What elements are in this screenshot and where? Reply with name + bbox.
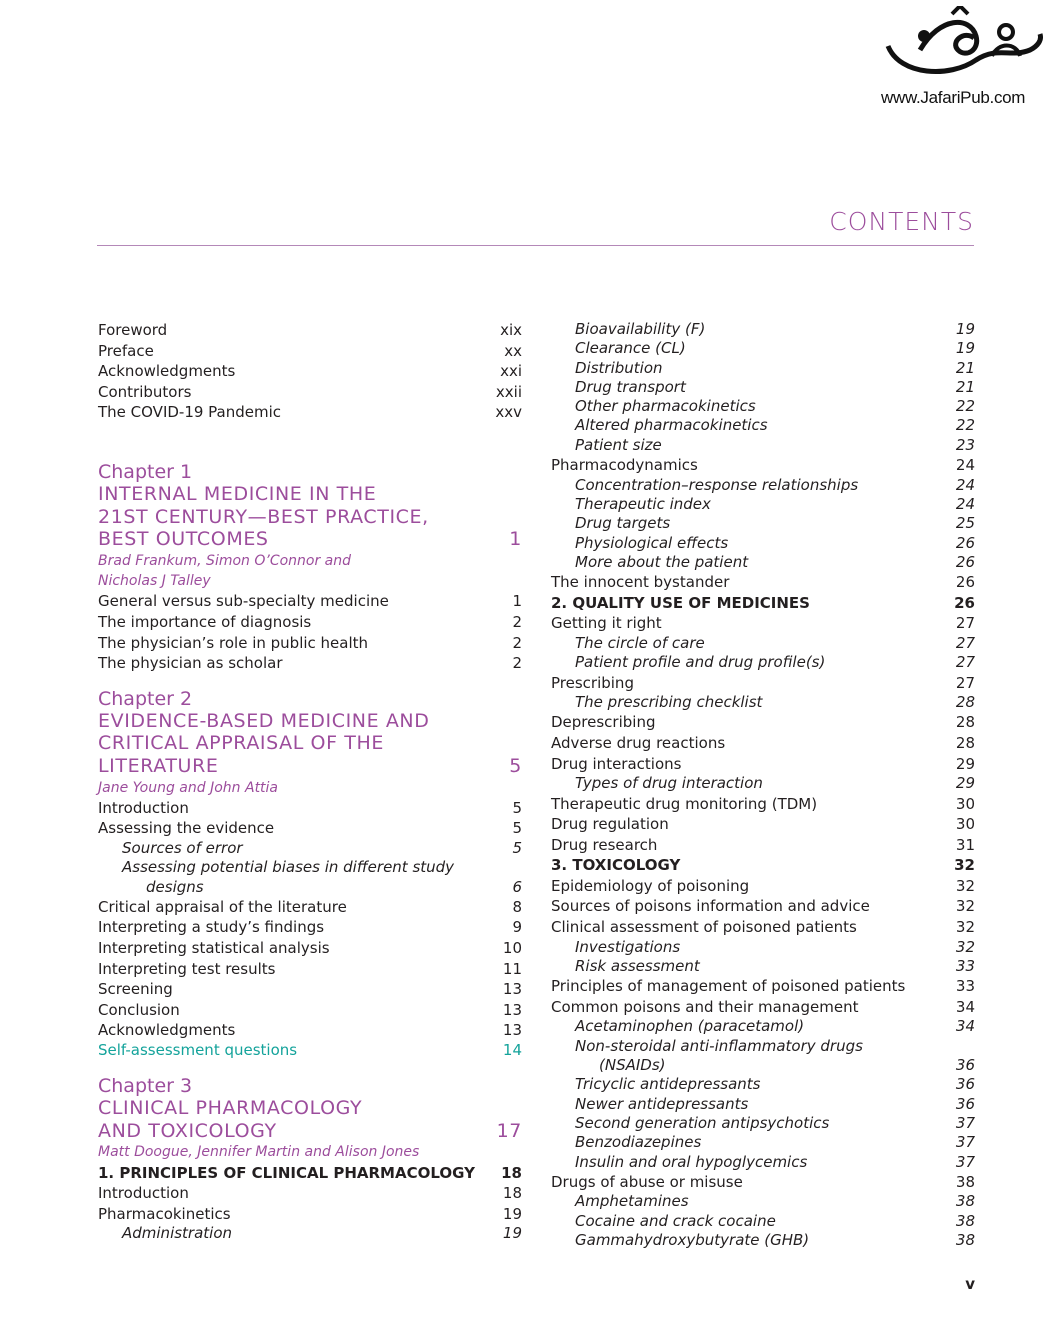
toc-subentry[interactable]: Clearance (CL) 19: [575, 339, 975, 358]
heading-rule: [97, 245, 974, 246]
toc-entry[interactable]: Interpreting statistical analysis 10: [98, 939, 522, 958]
publisher-url[interactable]: www.JafariPub.com: [881, 88, 1026, 107]
toc-entry[interactable]: The innocent bystander 26: [551, 573, 975, 592]
toc-left-column: [98, 320, 522, 1244]
toc-entry[interactable]: Critical appraisal of the literature 8: [98, 897, 522, 916]
toc-entry[interactable]: Drug regulation 30: [551, 815, 975, 834]
toc-entry[interactable]: The physician’s role in public health 2: [98, 633, 522, 652]
chapter-label: Chapter 1: [98, 460, 193, 483]
toc-subentry[interactable]: Insulin and oral hypoglycemics 37: [575, 1152, 975, 1171]
toc-subentry[interactable]: Drug targets 25: [575, 514, 975, 533]
toc-entry[interactable]: Epidemiology of poisoning 32: [551, 876, 975, 895]
toc-entry[interactable]: Screening 13: [98, 980, 522, 999]
toc-section-heading[interactable]: 1. PRINCIPLES OF CLINICAL PHARMACOLOGY 18: [98, 1163, 522, 1182]
toc-entry[interactable]: Preface xx: [98, 341, 522, 360]
toc-subentry[interactable]: Sources of error 5: [122, 838, 522, 857]
toc-entry[interactable]: Pharmacokinetics 19: [98, 1204, 522, 1223]
chapter-page: 17: [496, 1119, 522, 1142]
toc-entry[interactable]: Prescribing 27: [551, 673, 975, 692]
toc-entry[interactable]: Introduction 5: [98, 798, 522, 817]
toc-subentry[interactable]: Physiological effects 26: [575, 533, 975, 552]
toc-subentry[interactable]: More about the patient 26: [575, 552, 975, 571]
chapter-label: Chapter 3: [98, 1075, 193, 1098]
toc-subentry[interactable]: Benzodiazepines 37: [575, 1133, 975, 1152]
toc-section-heading[interactable]: 3. TOXICOLOGY 32: [551, 856, 975, 875]
toc-entry[interactable]: Deprescribing 28: [551, 713, 975, 732]
toc-subentry[interactable]: The prescribing checklist 28: [575, 693, 975, 712]
chapter-title-line[interactable]: EVIDENCE-BASED MEDICINE AND: [98, 709, 430, 732]
toc-entry[interactable]: Foreword xix: [98, 321, 522, 339]
chapter-title-line[interactable]: CRITICAL APPRAISAL OF THE: [98, 732, 384, 755]
toc-subentry[interactable]: Administration 19: [122, 1224, 522, 1243]
toc-entry[interactable]: Introduction 18: [98, 1184, 522, 1203]
page-number: v: [965, 1275, 975, 1293]
toc-subentry[interactable]: The circle of care 27: [575, 633, 975, 652]
toc-right-column: [551, 320, 975, 1250]
chapter-title-line[interactable]: AND TOXICOLOGY 17: [98, 1119, 522, 1142]
chapter-title-line[interactable]: INTERNAL MEDICINE IN THE: [98, 482, 377, 505]
toc-subentry[interactable]: Acetaminophen (paracetamol) 34: [575, 1017, 975, 1036]
toc-entry[interactable]: Clinical assessment of poisoned patients 32: [551, 918, 975, 937]
toc-entry[interactable]: Interpreting test results 11: [98, 959, 522, 978]
toc-entry[interactable]: Assessing the evidence 5: [98, 819, 522, 838]
toc-section-heading[interactable]: 2. QUALITY USE OF MEDICINES 26: [551, 593, 975, 612]
toc-entry[interactable]: Contributors xxii: [98, 382, 522, 401]
chapter-title-line[interactable]: BEST OUTCOMES 1: [98, 528, 522, 551]
toc-subentry[interactable]: Altered pharmacokinetics 22: [575, 416, 975, 435]
page-heading: CONTENTS: [829, 207, 974, 236]
toc-entry[interactable]: Therapeutic drug monitoring (TDM) 30: [551, 794, 975, 813]
toc-subentry[interactable]: Cocaine and crack cocaine 38: [575, 1211, 975, 1230]
chapter-authors: Jane Young and John Attia: [98, 779, 279, 796]
chapter-label: Chapter 2: [98, 687, 193, 710]
toc-subentry[interactable]: Other pharmacokinetics 22: [575, 397, 975, 416]
toc-subentry-cont[interactable]: (NSAIDs) 36: [599, 1056, 975, 1075]
toc-subentry[interactable]: Assessing potential biases in different study: [122, 858, 455, 877]
toc-subentry[interactable]: Bioavailability (F) 19: [575, 320, 975, 338]
toc-entry-self-assessment[interactable]: Self-assessment questions 14: [98, 1041, 522, 1060]
toc-entry[interactable]: Sources of poisons information and advice 32: [551, 897, 975, 916]
toc-entry[interactable]: General versus sub-specialty medicine 1: [98, 592, 522, 611]
toc-entry[interactable]: Getting it right 27: [551, 614, 975, 633]
chapter-title-line[interactable]: 21ST CENTURY—BEST PRACTICE,: [98, 505, 429, 528]
chapter-authors: Nicholas J Talley: [98, 573, 211, 590]
toc-entry[interactable]: The importance of diagnosis 2: [98, 612, 522, 631]
chapter-title-line[interactable]: CLINICAL PHARMACOLOGY: [98, 1097, 363, 1120]
toc-subentry[interactable]: Newer antidepressants 36: [575, 1094, 975, 1113]
toc-subentry[interactable]: Second generation antipsychotics 37: [575, 1113, 975, 1132]
toc-subentry[interactable]: Risk assessment 33: [575, 956, 975, 975]
toc-subentry-cont[interactable]: designs 6: [146, 877, 522, 896]
chapter-authors: Brad Frankum, Simon O’Connor and: [98, 552, 352, 569]
toc-subentry[interactable]: Non-steroidal anti-inflammatory drugs: [575, 1036, 863, 1055]
toc-entry[interactable]: Acknowledgments xxi: [98, 362, 522, 381]
toc-entry[interactable]: Interpreting a study’s findings 9: [98, 918, 522, 937]
toc-entry[interactable]: Common poisons and their management 34: [551, 997, 975, 1016]
toc-entry[interactable]: Conclusion 13: [98, 1000, 522, 1019]
toc-entry[interactable]: Drug research 31: [551, 835, 975, 854]
toc-subentry[interactable]: Investigations 32: [575, 937, 975, 956]
toc-entry[interactable]: Drug interactions 29: [551, 754, 975, 773]
toc-subentry[interactable]: Amphetamines 38: [575, 1192, 975, 1211]
chapter-authors: Matt Doogue, Jennifer Martin and Alison Jones: [98, 1144, 420, 1161]
toc-subentry[interactable]: Tricyclic antidepressants 36: [575, 1075, 975, 1094]
toc-subentry[interactable]: Therapeutic index 24: [575, 494, 975, 513]
toc-entry[interactable]: Adverse drug reactions 28: [551, 734, 975, 753]
toc-entry[interactable]: Pharmacodynamics 24: [551, 456, 975, 475]
toc-subentry[interactable]: Patient profile and drug profile(s) 27: [575, 653, 975, 672]
toc-entry[interactable]: The physician as scholar 2: [98, 654, 522, 673]
toc-subentry[interactable]: Drug transport 21: [575, 377, 975, 396]
chapter-page: 5: [509, 754, 522, 777]
toc-subentry[interactable]: Distribution 21: [575, 358, 975, 377]
toc-subentry[interactable]: Patient size 23: [575, 435, 975, 454]
toc-entry[interactable]: Acknowledgments 13: [98, 1021, 522, 1040]
toc-entry[interactable]: Principles of management of poisoned patients 33: [551, 977, 975, 996]
toc-subentry[interactable]: Concentration–response relationships 24: [575, 475, 975, 494]
chapter-page: 1: [509, 528, 522, 551]
toc-subentry[interactable]: Gammahydroxybutyrate (GHB) 38: [575, 1231, 975, 1249]
toc-entry[interactable]: The COVID-19 Pandemic xxv: [98, 403, 522, 422]
toc-entry[interactable]: Drugs of abuse or misuse 38: [551, 1172, 975, 1191]
chapter-title-line[interactable]: LITERATURE 5: [98, 754, 522, 777]
toc-subentry[interactable]: Types of drug interaction 29: [575, 774, 975, 793]
